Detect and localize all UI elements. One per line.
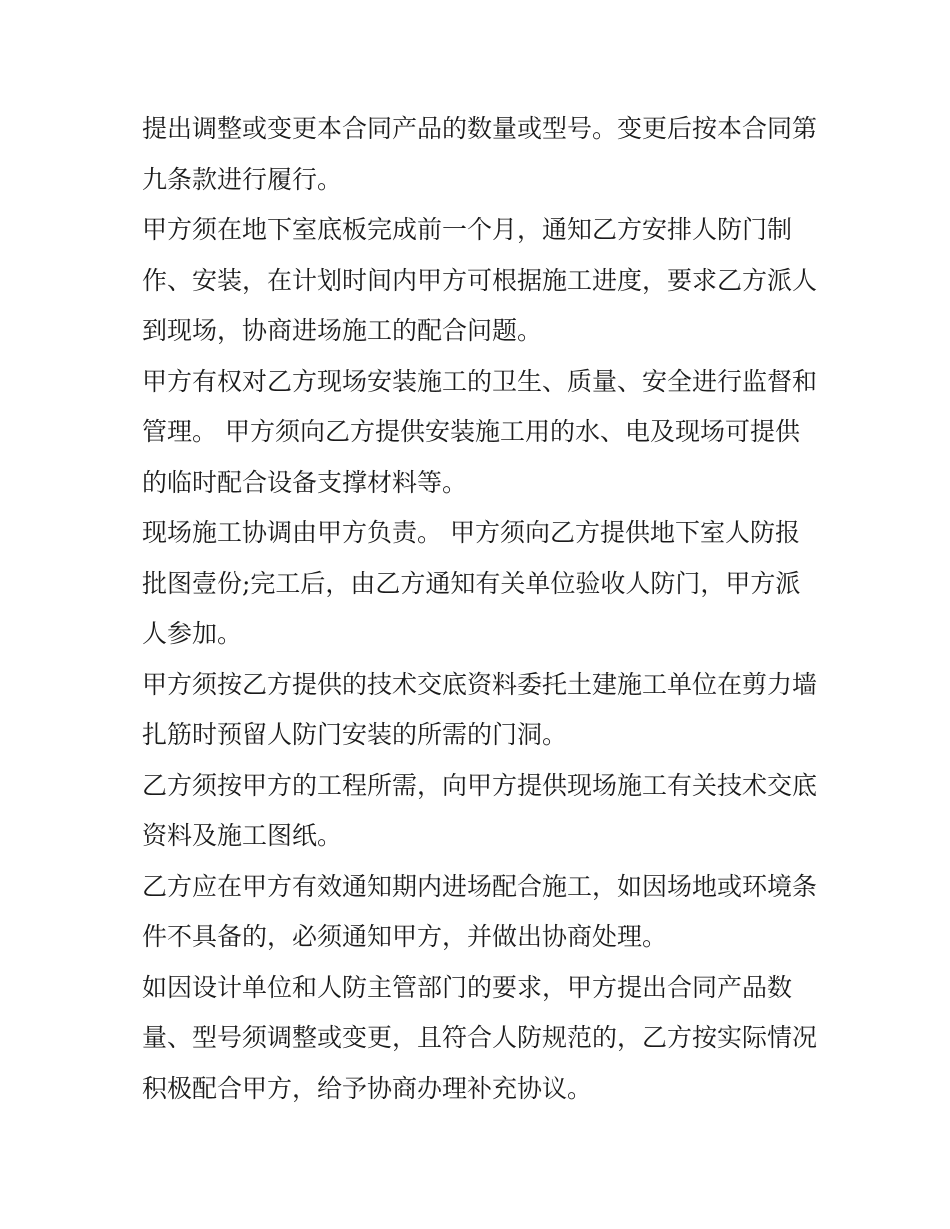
text-line: 的临时配合设备支撑材料等。 bbox=[142, 467, 468, 497]
text-line: 如因设计单位和人防主管部门的要求，甲方提出合同产品数 bbox=[142, 972, 793, 1002]
text-line: 乙方须按甲方的工程所需，向甲方提供现场施工有关技术交底 bbox=[142, 770, 818, 800]
text-line: 现场施工协调由甲方负责。 甲方须向乙方提供地下室人防报 bbox=[142, 518, 800, 547]
text-line: 九条款进行履行。 bbox=[142, 164, 343, 194]
contract-text-block bbox=[142, 104, 822, 1114]
text-line: 资料及施工图纸。 bbox=[142, 821, 343, 850]
text-line: 作、安装，在计划时间内甲方可根据施工进度，要求乙方派人 bbox=[142, 265, 818, 295]
text-line: 乙方应在甲方有效通知期内进场配合施工，如因场地或环境条 bbox=[142, 871, 818, 901]
text-line: 人参加。 bbox=[142, 619, 243, 648]
text-line: 甲方须在地下室底板完成前一个月，通知乙方安排人防门制 bbox=[142, 215, 793, 244]
text-line: 件不具备的，必须通知甲方，并做出协商处理。 bbox=[142, 922, 668, 951]
text-line: 管理。 甲方须向乙方提供安装施工用的水、电及现场可提供 bbox=[142, 417, 800, 446]
text-line: 甲方须按乙方提供的技术交底资料委托土建施工单位在剪力墙 bbox=[142, 669, 818, 699]
text-line: 甲方有权对乙方现场安装施工的卫生、质量、安全进行监督和 bbox=[142, 366, 818, 396]
text-line: 批图壹份;完工后，由乙方通知有关单位验收人防门，甲方派 bbox=[142, 568, 801, 598]
text-line: 到现场，协商进场施工的配合问题。 bbox=[142, 316, 543, 345]
text-line: 量、型号须调整或变更，且符合人防规范的，乙方按实际情况 bbox=[142, 1023, 818, 1052]
text-line: 积极配合甲方，给予协商办理补充协议。 bbox=[142, 1073, 593, 1103]
text-line: 扎筋时预留人防门安装的所需的门洞。 bbox=[142, 720, 568, 749]
text-line: 提出调整或变更本合同产品的数量或型号。变更后按本合同第 bbox=[142, 114, 818, 143]
